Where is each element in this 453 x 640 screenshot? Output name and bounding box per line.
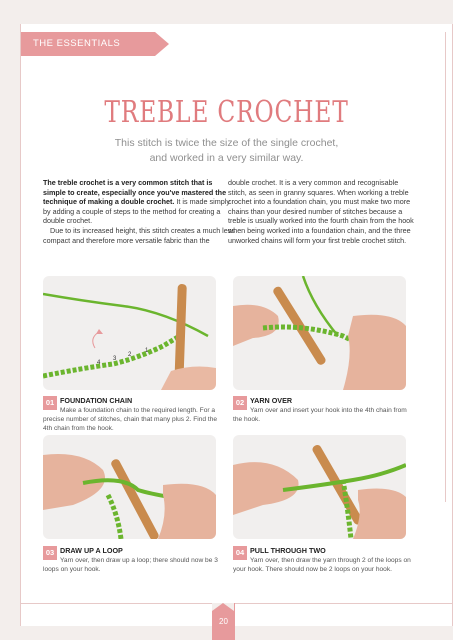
step-number-badge: 02 [233,396,247,410]
body-paragraph-2: Due to its increased height, this stitch creates a much less compact and therefore more versatile fabric than the [43,225,235,245]
step-text: Yarn over, then draw the yarn through 2 of the loops on your hook. There should now be 2 loops on your hook. [233,557,411,573]
article-subtitle [0,136,453,166]
footer-rule [20,603,453,604]
body-paragraph-3: double crochet. It is a very common and recognisable stitch, as seen in granny squares. When working a treble crochet into a foundation chain, you must make two more chains than your desired number of stitches because a treble is usually worked into the fourth chain from the hook when being worked into a foundation chain, and the three unworked chains will form your first treble crochet stitch. [228,178,414,245]
subtitle-line-2: and worked in a very similar way. [149,152,304,164]
step-text: Make a foundation chain to the required length. For a precise number of stitches, chain that many plus 2. Find the 4th chain from the hook. [43,407,218,432]
step-2 [233,396,411,424]
photo-draw-up-loop [43,435,216,539]
chain-label-1: 1 [145,348,149,354]
photo-yarn-over [233,276,406,390]
subtitle-line-1: This stitch is twice the size of the single crochet, [114,137,339,149]
photo-foundation-chain [43,276,216,390]
intro-rest: It is made simply by adding a couple of steps to the method for creating a double crochet. [43,197,230,226]
step-number-badge: 03 [43,546,57,560]
body-column-2 [228,178,414,245]
photo-pull-through-two [233,435,406,539]
step-3 [43,546,221,574]
intro-bold: The treble crochet is a very common stitch that is simple to create, especially once you've mastered the technique of making a double crochet. [43,178,227,207]
intro-paragraph [43,178,236,226]
step-1 [43,396,221,433]
step-number-badge: 04 [233,546,247,560]
article-title: TREBLE CROCHET [104,95,349,130]
chain-label-4: 4 [97,360,101,366]
chain-label-3: 3 [113,356,117,362]
section-tab: THE ESSENTIALS [21,32,155,56]
body-column-1 [43,178,236,245]
step-title: FOUNDATION CHAIN [60,396,133,405]
step-4 [233,546,411,574]
step-text: Yarn over, then draw up a loop; there should now be 3 loops on your hook. [43,557,218,573]
step-number-badge: 01 [43,396,57,410]
page-number: 20 [212,603,235,640]
chain-label-2: 2 [128,352,132,358]
step-title: PULL THROUGH TWO [250,546,326,555]
step-title: YARN OVER [250,396,293,405]
page-rule [445,32,446,502]
step-text: Yarn over and insert your hook into the 4th chain from the hook. [233,407,407,423]
step-title: DRAW UP A LOOP [60,546,123,555]
